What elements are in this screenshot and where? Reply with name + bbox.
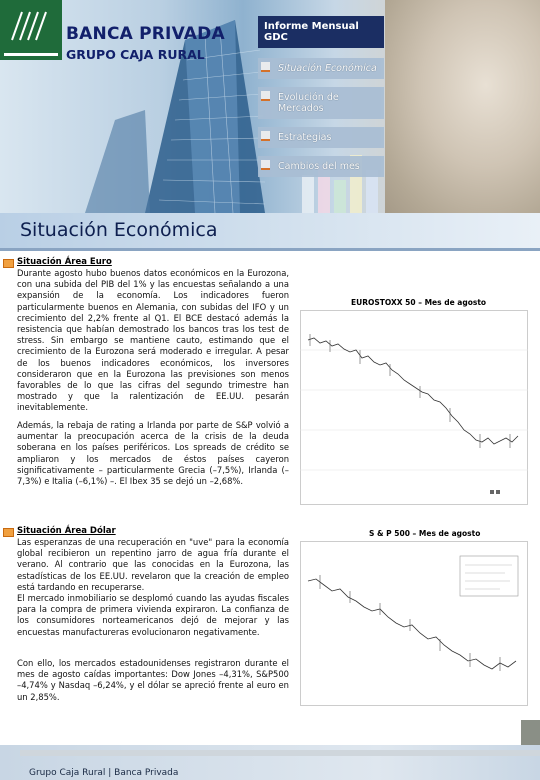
menu-item-evolucion[interactable] bbox=[258, 87, 384, 119]
paragraph-euro-1: Durante agosto hubo buenos datos económicos en la Eurozona, con una subida del PIB del 1% y las encuestas señalando a una expansión de la economía. Los indicadores fueron particularmente buenos en Alemania, con subidas del IFO y un crecimiento del 2,2% frente al Q1. El BCE destacó además la resistencia que habían demostrado los bancos tras los test de stress. Sin embargo se mantiene cauto, estimando que el crecimiento de la Eurozona será moderado e irregular. A pesar de los buenos indicadores económicos, los inversores consideraron que en la Eurozona las previsiones son menos favorables de lo que las cifras del segundo trimestre han mostrado y que la ralentización de EE.UU. pesarán inevitablemente. bbox=[17, 268, 289, 413]
menu-title: Informe Mensual GDC bbox=[258, 16, 384, 48]
menu-item-estrategias[interactable] bbox=[258, 127, 384, 148]
menu-item-cambios[interactable] bbox=[258, 156, 384, 177]
section-heading-euro: Situación Área Euro bbox=[17, 257, 112, 267]
report-menu bbox=[258, 16, 384, 185]
section-bullet-icon bbox=[3, 259, 14, 268]
eurostoxx-chart bbox=[300, 310, 528, 505]
wheat-logo-icon bbox=[8, 8, 52, 42]
portrait-photo bbox=[385, 0, 540, 213]
paragraph-dolar-2: Con ello, los mercados estadounidenses registraron durante el mes de agosto caídas importantes: Dow Jones –4,31%, S&P500 –4,74% y Nasdaq –6,24%, y el dólar se apreció frente al euro en un 2,85%. bbox=[17, 658, 289, 702]
sp500-chart bbox=[300, 541, 528, 706]
brand-subtitle: GRUPO CAJA RURAL bbox=[66, 47, 205, 62]
bullet-icon bbox=[261, 62, 270, 72]
page-title: Situación Económica bbox=[20, 219, 218, 241]
chart-title-sp500: S & P 500 – Mes de agosto bbox=[369, 529, 481, 538]
menu-item-label: Situación Económica bbox=[278, 63, 377, 74]
menu-item-label: Cambios del mes bbox=[278, 161, 360, 172]
menu-item-label: Estrategias bbox=[278, 132, 332, 143]
chart-legend-box bbox=[460, 556, 518, 596]
bullet-icon bbox=[261, 160, 270, 170]
bullet-icon bbox=[261, 91, 270, 101]
menu-item-situacion[interactable] bbox=[258, 58, 384, 79]
footer-text: Grupo Caja Rural | Banca Privada bbox=[29, 768, 179, 778]
section-heading-dolar: Situación Área Dólar bbox=[17, 526, 116, 536]
menu-item-label: Evolución de Mercados bbox=[278, 92, 339, 114]
paragraph-dolar-1: Las esperanzas de una recuperación en "uve" para la economía global recibieron un repentino jarro de agua fría durante el verano. Al contrario que las conocidas en la Eurozona, las estadísticas de los EE.UU. revelaron que la creación de empleo está tardando en recuperarse. El mercado inmobiliario se desplomó cuando las ayudas fiscales para la compra de primera vivienda expiraron. La confianza de los consumidores norteamericanos dejó de mejorar y las encuestas manufactureras evolucionaron negativamente. bbox=[17, 537, 289, 637]
logo bbox=[0, 0, 62, 60]
section-title-band bbox=[0, 213, 540, 251]
chart-title-eurostoxx: EUROSTOXX 50 – Mes de agosto bbox=[351, 298, 487, 307]
brand-title: BANCA PRIVADA bbox=[66, 24, 225, 44]
footer-stripe bbox=[20, 750, 540, 756]
bullet-icon bbox=[261, 131, 270, 141]
section-bullet-icon bbox=[3, 528, 14, 537]
paragraph-euro-2: Además, la rebaja de rating a Irlanda por parte de S&P volvió a aumentar la preocupación acerca de la crisis de la deuda soberana en los países periféricos. Los spreads de crédito se ampliaron y los mercados de éstos países cayeron significativamente – particularmente Grecia (–7,5%), Irlanda (–7,3%) e Italia (–6,1%) –. El Ibex 35 se dejó un –2,68%. bbox=[17, 420, 289, 487]
header-banner bbox=[0, 0, 540, 213]
